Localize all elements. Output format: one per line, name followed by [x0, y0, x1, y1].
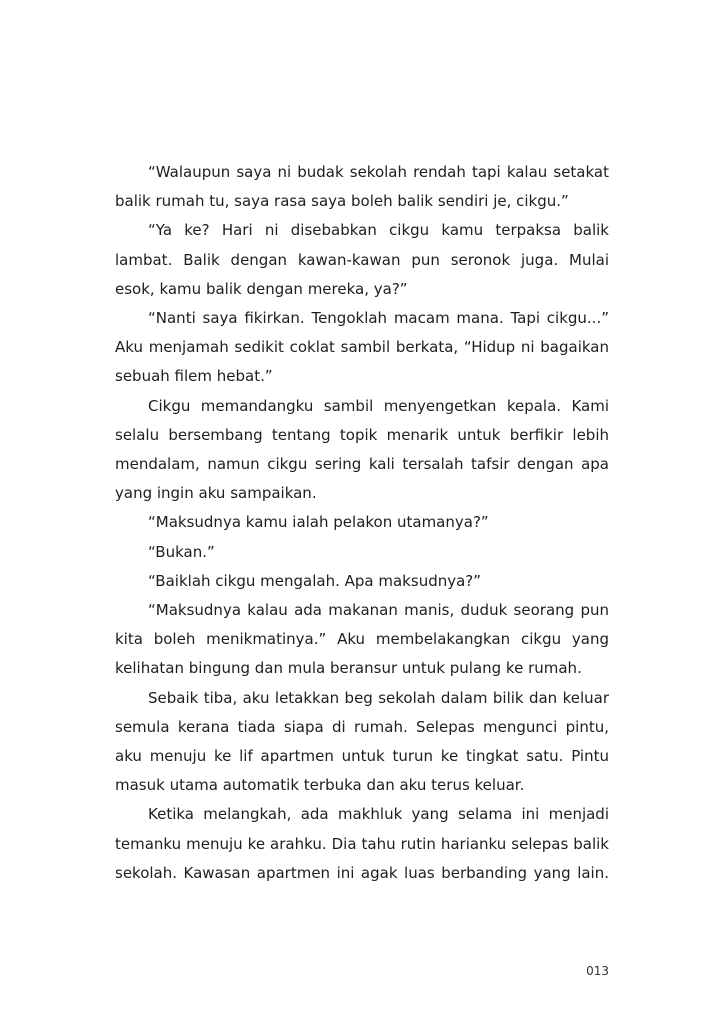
page-number: 013 — [586, 964, 609, 978]
paragraph: “Maksudnya kamu ialah pelakon utamanya?” — [148, 513, 489, 532]
paragraph: “Baiklah cikgu mengalah. Apa maksudnya?” — [148, 571, 482, 590]
paragraph: “Bukan.” — [148, 542, 215, 561]
paragraph: “Walaupun saya ni budak sekolah rendah tapi kalau setakat balik rumah tu, saya rasa saya boleh balik sendiri je, cikgu.” — [115, 163, 609, 211]
body-text — [115, 158, 609, 888]
paragraph: Sebaik tiba, aku letakkan beg sekolah dalam bilik dan keluar semula kerana tiada siapa di rumah. Selepas mengunci pintu, aku menuju ke lif apartmen untuk turun ke tingkat satu. Pintu masuk utama automatik terbuka dan aku terus keluar. — [115, 688, 609, 795]
paragraph: “Nanti saya fikirkan. Tengoklah macam mana. Tapi cikgu...” Aku menjamah sedikit coklat sambil berkata, “Hidup ni bagaikan sebuah filem hebat.” — [115, 309, 609, 386]
paragraph: Ketika melangkah, ada makhluk yang selama ini menjadi temanku menuju ke arahku. Dia tahu rutin harianku selepas balik sekolah. Kawasan apartmen ini agak luas berbanding yang lain. — [115, 805, 609, 882]
paragraph: “Maksudnya kalau ada makanan manis, duduk seorang pun kita boleh menikmatinya.” Aku membelakangkan cikgu yang kelihatan bingung dan mula beransur untuk pulang ke rumah. — [115, 601, 609, 678]
paragraph: Cikgu memandangku sambil menyengetkan kepala. Kami selalu bersembang tentang topik menarik untuk berfikir lebih mendalam, namun cikgu sering kali tersalah tafsir dengan apa yang ingin aku sampaikan. — [115, 396, 609, 503]
paragraph: “Ya ke? Hari ni disebabkan cikgu kamu terpaksa balik lambat. Balik dengan kawan-kawan pun seronok juga. Mulai esok, kamu balik dengan mereka, ya?” — [115, 221, 609, 298]
